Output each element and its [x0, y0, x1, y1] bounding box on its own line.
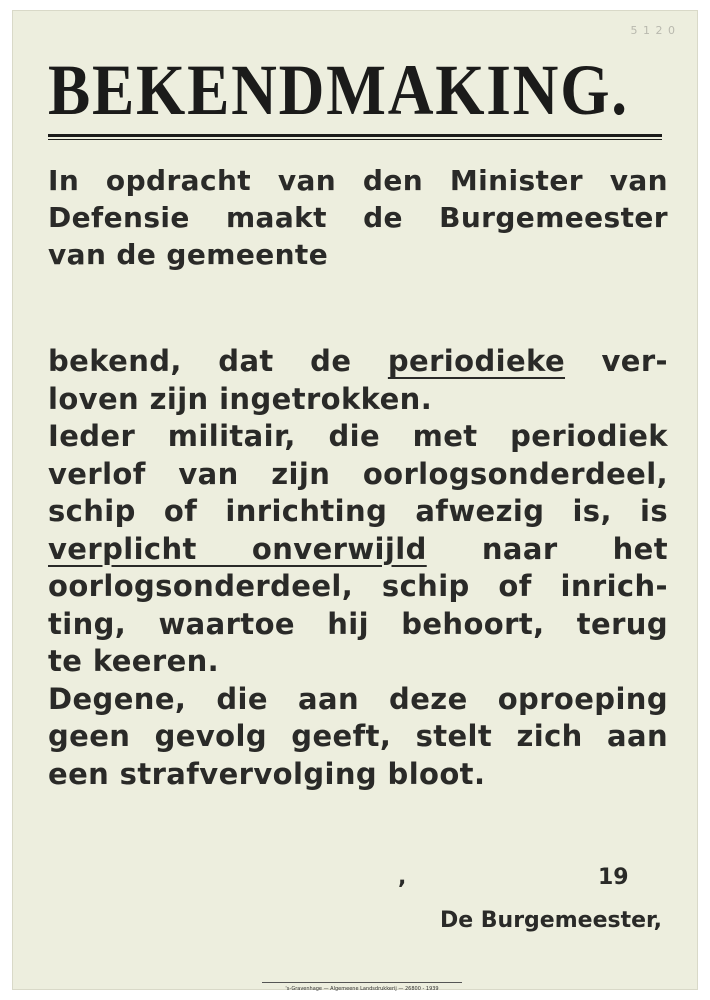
intro-paragraph: [48, 162, 668, 273]
date-comma: ,: [398, 865, 407, 890]
pencil-note: 5 1 2 0: [630, 24, 676, 37]
body-line: [48, 343, 668, 381]
intro-line: Defensie maakt de Burgemeester: [48, 201, 668, 234]
body-line: geen gevolg geeft, stelt zich aan: [48, 719, 668, 753]
poster-title: BEKENDMAKING.: [48, 50, 629, 130]
body-text: bekend, dat de: [48, 344, 388, 378]
body-line: een strafvervolging bloot.: [48, 756, 486, 791]
intro-line: van de gemeente: [48, 238, 329, 271]
poster-sheet: [12, 10, 698, 990]
body-line: ting, waartoe hij behoort, terug: [48, 606, 668, 641]
body-text: ver-: [565, 344, 668, 378]
body-line: [48, 531, 668, 569]
body-text: naar het: [426, 531, 668, 566]
underlined-periodieke: periodieke: [387, 344, 566, 378]
date-line: [398, 865, 629, 890]
printer-rule: [262, 982, 462, 983]
printer-imprint: 's-Gravenhage — Algemeene Landsdrukkerij — 26800 - 1939: [285, 986, 439, 992]
title-rule-thin: [48, 139, 662, 140]
body-line: te keeren.: [48, 644, 220, 678]
signature-line: De Burgemeester,: [439, 908, 662, 933]
title-rule-thick: [48, 134, 662, 137]
body-line: Degene, die aan deze oproeping: [48, 681, 668, 716]
intro-line: In opdracht van den Minister van: [48, 164, 668, 197]
date-year: 19: [598, 865, 629, 890]
underlined-verplicht: verplicht onverwijld: [48, 531, 427, 566]
body-paragraph: [48, 343, 668, 793]
body-line: verlof van zijn oorlogsonderdeel,: [48, 456, 668, 491]
body-line: schip of inrichting afwezig is, is: [48, 494, 668, 528]
body-line: Ieder militair, die met periodiek: [48, 419, 668, 453]
body-line: loven zijn ingetrokken.: [48, 381, 433, 416]
body-line: oorlogsonderdeel, schip of inrich-: [48, 569, 668, 603]
